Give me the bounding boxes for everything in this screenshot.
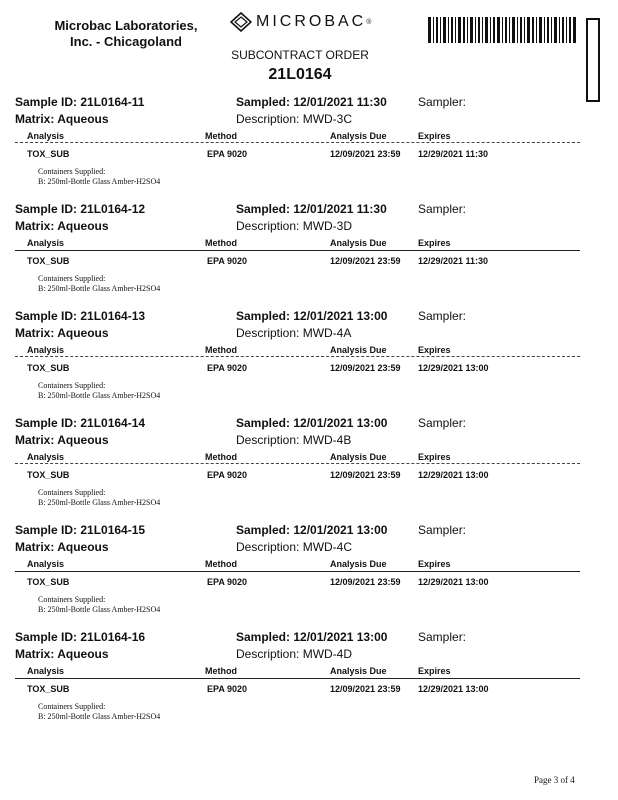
column-header-expires: Expires [418,345,451,355]
matrix: Matrix: Aqueous [15,433,109,447]
column-header-analysis-due: Analysis Due [330,559,387,569]
sampler-label: Sampler: [418,630,467,644]
column-header-method: Method [205,131,237,141]
column-header-method: Method [205,345,237,355]
containers-label: Containers Supplied: [38,274,106,283]
header-divider [15,142,580,143]
page-number: Page 3 of 4 [534,775,575,785]
column-header-method: Method [205,559,237,569]
analysis-value: TOX_SUB [27,149,70,159]
analysis-due-value: 12/09/2021 23:59 [330,363,401,373]
description: Description: MWD-4D [236,647,353,661]
header-divider [15,463,580,464]
column-header-analysis: Analysis [27,452,65,462]
column-header-method: Method [205,666,237,676]
column-header-analysis: Analysis [27,131,65,141]
microbac-logo [230,12,371,32]
method-value: EPA 9020 [207,256,248,266]
containers-label: Containers Supplied: [38,488,106,497]
column-header-method: Method [205,238,237,248]
containers-value: B: 250ml-Bottle Glass Amber-H2SO4 [38,391,161,400]
method-value: EPA 9020 [207,577,248,587]
description: Description: MWD-4C [236,540,353,554]
containers-label: Containers Supplied: [38,595,106,604]
analysis-due-value: 12/09/2021 23:59 [330,684,401,694]
matrix: Matrix: Aqueous [15,647,109,661]
description: Description: MWD-3C [236,112,353,126]
column-header-analysis: Analysis [27,345,65,355]
containers-label: Containers Supplied: [38,167,106,176]
containers-label: Containers Supplied: [38,381,106,390]
logo-text: MICROBAC [256,13,367,30]
analysis-value: TOX_SUB [27,256,70,266]
expires-value: 12/29/2021 11:30 [418,256,489,266]
column-header-analysis: Analysis [27,238,65,248]
sample-id: Sample ID: 21L0164-11 [15,95,145,109]
sample-id: Sample ID: 21L0164-14 [15,416,146,430]
logo-registered-mark: ® [366,18,372,26]
containers-value: B: 250ml-Bottle Glass Amber-H2SO4 [38,712,161,721]
description: Description: MWD-3D [236,219,353,233]
document-title: SUBCONTRACT ORDER [231,48,369,62]
expires-value: 12/29/2021 13:00 [418,363,489,373]
lab-name: Microbac Laboratories, Inc. - Chicagoland [54,18,198,49]
sample-id: Sample ID: 21L0164-16 [15,630,146,644]
order-number: 21L0164 [268,66,332,83]
column-header-analysis-due: Analysis Due [330,666,387,676]
sampler-label: Sampler: [418,416,467,430]
expires-value: 12/29/2021 13:00 [418,684,489,694]
column-header-analysis: Analysis [27,666,65,676]
column-header-method: Method [205,452,237,462]
column-header-expires: Expires [418,131,451,141]
containers-value: B: 250ml-Bottle Glass Amber-H2SO4 [38,177,161,186]
sampler-label: Sampler: [418,95,467,109]
sample-block [0,202,618,309]
sample-id: Sample ID: 21L0164-15 [15,523,146,537]
description: Description: MWD-4A [236,326,352,340]
header-divider [15,250,580,251]
header-divider [15,571,580,572]
matrix: Matrix: Aqueous [15,540,109,554]
column-header-analysis-due: Analysis Due [330,345,387,355]
analysis-value: TOX_SUB [27,684,70,694]
sampler-label: Sampler: [418,202,467,216]
barcode [428,17,576,43]
sampled-datetime: Sampled: 12/01/2021 11:30 [236,202,387,216]
analysis-due-value: 12/09/2021 23:59 [330,577,401,587]
matrix: Matrix: Aqueous [15,326,109,340]
analysis-value: TOX_SUB [27,470,70,480]
sampled-datetime: Sampled: 12/01/2021 13:00 [236,416,388,430]
column-header-analysis-due: Analysis Due [330,238,387,248]
containers-value: B: 250ml-Bottle Glass Amber-H2SO4 [38,284,161,293]
column-header-expires: Expires [418,559,451,569]
column-header-expires: Expires [418,452,451,462]
matrix: Matrix: Aqueous [15,112,109,126]
sample-block [0,95,618,202]
expires-value: 12/29/2021 11:30 [418,149,489,159]
sample-id: Sample ID: 21L0164-13 [15,309,146,323]
sample-block [0,309,618,416]
containers-label: Containers Supplied: [38,702,106,711]
sampled-datetime: Sampled: 12/01/2021 13:00 [236,630,388,644]
side-box [586,18,600,102]
microbac-diamond-icon [230,12,252,32]
method-value: EPA 9020 [207,470,248,480]
sample-block [0,416,618,523]
header-divider [15,356,580,357]
column-header-analysis: Analysis [27,559,65,569]
analysis-due-value: 12/09/2021 23:59 [330,470,401,480]
sampled-datetime: Sampled: 12/01/2021 11:30 [236,95,387,109]
sampled-datetime: Sampled: 12/01/2021 13:00 [236,309,388,323]
containers-value: B: 250ml-Bottle Glass Amber-H2SO4 [38,605,161,614]
analysis-value: TOX_SUB [27,363,70,373]
sample-block [0,630,618,737]
column-header-analysis-due: Analysis Due [330,452,387,462]
sample-id: Sample ID: 21L0164-12 [15,202,146,216]
column-header-analysis-due: Analysis Due [330,131,387,141]
column-header-expires: Expires [418,238,451,248]
sample-block [0,523,618,630]
containers-value: B: 250ml-Bottle Glass Amber-H2SO4 [38,498,161,507]
expires-value: 12/29/2021 13:00 [418,577,489,587]
header-divider [15,678,580,679]
sampler-label: Sampler: [418,309,467,323]
method-value: EPA 9020 [207,149,248,159]
matrix: Matrix: Aqueous [15,219,109,233]
sampler-label: Sampler: [418,523,467,537]
analysis-value: TOX_SUB [27,577,70,587]
analysis-due-value: 12/09/2021 23:59 [330,149,401,159]
column-header-expires: Expires [418,666,451,676]
expires-value: 12/29/2021 13:00 [418,470,489,480]
method-value: EPA 9020 [207,684,248,694]
sampled-datetime: Sampled: 12/01/2021 13:00 [236,523,388,537]
analysis-due-value: 12/09/2021 23:59 [330,256,401,266]
description: Description: MWD-4B [236,433,352,447]
method-value: EPA 9020 [207,363,248,373]
